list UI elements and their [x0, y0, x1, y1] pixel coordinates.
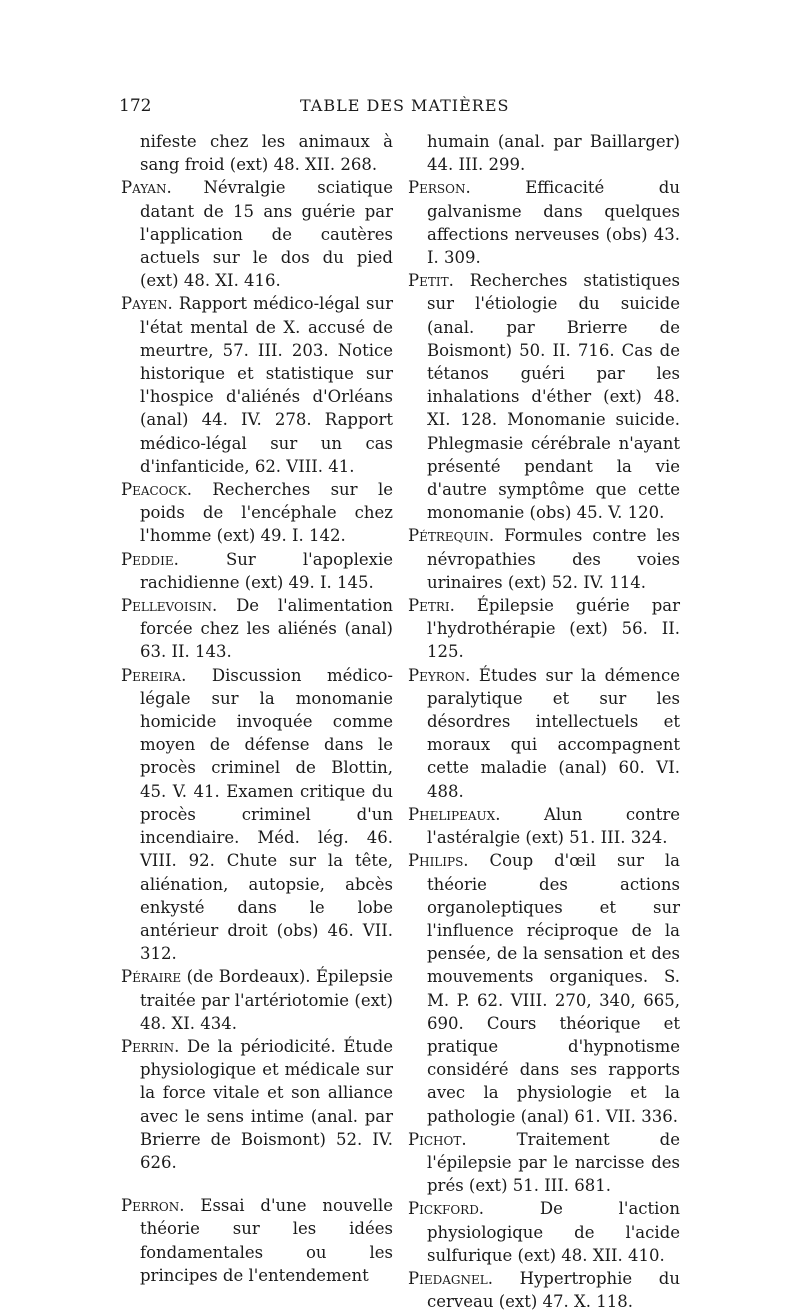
entry-name: Perron. — [121, 1196, 185, 1216]
right-column — [408, 130, 680, 1313]
index-entry — [121, 176, 393, 292]
index-entry — [408, 269, 680, 524]
index-entry — [408, 664, 680, 803]
entry-text: Sur l'apoplexie rachidienne (ext) 49. I. 145. — [140, 549, 393, 592]
entry-text: De la périodicité. Étude physiologique et médicale sur la force vitale et son alliance avec le sens intime (anal. par Brierre de Boismont) 52. IV. 626. — [140, 1036, 393, 1172]
entry-text: De l'action physiologique de l'acide sulfurique (ext) 48. XII. 410. — [427, 1199, 680, 1265]
index-entry — [121, 130, 393, 176]
entry-name: Peddie. — [121, 549, 179, 569]
entry-text: Névralgie sciatique datant de 15 ans guérie par l'application de cautères actuels sur le dos du pied (ext) 48. XI. 416. — [140, 178, 393, 291]
entry-name: Petri. — [408, 596, 455, 616]
entry-text: nifeste chez les animaux à sang froid (ext) 48. XII. 268. — [140, 132, 393, 175]
index-entry — [408, 130, 680, 176]
index-entry — [121, 1035, 393, 1174]
index-entry — [408, 1128, 680, 1198]
entry-name: Peyron. — [408, 665, 471, 685]
entry-text: (de Bordeaux). Épilepsie traitée par l'artériotomie (ext) 48. XI. 434. — [140, 967, 393, 1033]
entry-name: Phelipeaux. — [408, 804, 501, 824]
index-entry — [121, 478, 393, 548]
entry-name: Pickford. — [408, 1199, 485, 1219]
entry-text: De l'alimentation forcée chez les aliénés (anal) 63. II. 143. — [140, 596, 394, 662]
entry-name: Payan. — [121, 178, 172, 198]
page-header — [0, 96, 800, 120]
entry-text: Formules contre les névropathies des voies urinaires (ext) 52. IV. 114. — [427, 526, 681, 592]
entry-text: Essai d'une nouvelle théorie sur les idées fondamentales ou les principes de l'entendement — [140, 1196, 394, 1285]
entry-name: Perrin. — [121, 1036, 180, 1056]
entry-name: Pichot. — [408, 1129, 467, 1149]
entry-text: Alun contre l'astéralgie (ext) 51. III. 324. — [427, 804, 680, 848]
index-entry — [408, 176, 680, 269]
entry-name: Péraire — [121, 967, 182, 987]
index-entry — [121, 594, 393, 664]
index-entry — [121, 548, 393, 594]
entry-text: Recherches statistiques sur l'étiologie du suicide (anal. par Brierre de Boismont) 50. II. 716. Cas de tétanos guéri par les inhalations d'éther (ext) 48. XI. 128. Monomanie suicide. Phlegmasie cérébrale n'ayant présenté pendant la vie d'autre symptôme que cette monomanie (obs) 45. V. 120. — [427, 271, 680, 523]
entry-text: Recherches sur le poids de l'encéphale chez l'homme (ext) 49. I. 142. — [140, 480, 393, 546]
running-title: TABLE DES MATIÈRES — [300, 96, 510, 115]
entry-text: Rapport médico-légal sur l'état mental de X. accusé de meurtre, 57. III. 203. Notice historique et statistique sur l'hospice d'aliénés d'Orléans (anal) 44. IV. 278. Rapport médico-légal sur un cas d'infanticide, 62. VIII. 41. — [140, 294, 393, 476]
entry-name: Payen. — [121, 294, 173, 314]
index-entry — [408, 524, 680, 594]
entry-name: Philips. — [408, 851, 469, 871]
index-entry — [408, 1267, 680, 1313]
index-entry — [408, 803, 680, 849]
index-entry — [121, 1194, 393, 1287]
entry-name: Pereira. — [121, 665, 187, 685]
index-entry — [408, 1197, 680, 1267]
entry-text: Discussion médico-légale sur la monomanie homicide invoquée comme moyen de défense dans le procès criminel de Blottin, 45. V. 41. Examen critique du procès criminel d'un incendiaire. Méd. lég. 46. VIII. 92. Chute sur la tête, aliénation, autopsie, abcès enkysté dans le lobe antérieur droit (obs) 46. VII. 312. — [140, 665, 394, 964]
page-number: 172 — [119, 96, 152, 116]
entry-name: Person. — [408, 178, 471, 198]
index-entry — [121, 292, 393, 478]
index-entry — [408, 849, 680, 1127]
entry-name: Peacock. — [121, 480, 192, 500]
entry-text: Épilepsie guérie par l'hydrothérapie (ext) 56. II. 125. — [427, 596, 680, 662]
index-entry — [121, 965, 393, 1035]
index-entry — [121, 664, 393, 966]
entry-name: Pellevoisin. — [121, 596, 218, 616]
entry-text: Efficacité du galvanisme dans quelques affections nerveuses (obs) 43. I. 309. — [427, 178, 680, 268]
entry-text: Traitement de l'épilepsie par le narcisse des prés (ext) 51. III. 681. — [427, 1129, 680, 1196]
entry-text: humain (anal. par Baillarger) 44. III. 299. — [427, 132, 680, 175]
index-entry — [408, 594, 680, 664]
entry-name: Pétrequin. — [408, 526, 495, 546]
left-column — [121, 130, 393, 1287]
entry-text: Études sur la démence paralytique et sur les désordres intellectuels et moraux qui accompagnent cette maladie (anal) 60. VI. 488. — [427, 665, 681, 801]
entry-text: Hypertrophie du cerveau (ext) 47. X. 118. — [427, 1268, 680, 1312]
entry-text: Coup d'œil sur la théorie des actions organoleptiques et sur l'influence réciproque de la pensée, de la sensation et des mouvements organiques. S. M. P. 62. VIII. 270, 340, 665, 690. Cours théorique et pratique d'hypnotisme considéré dans ses rapports avec la physiologie et la pathologie (anal) 61. VII. 336. — [427, 851, 680, 1126]
entry-name: Petit. — [408, 271, 454, 291]
entry-name: Piedagnel. — [408, 1268, 493, 1288]
